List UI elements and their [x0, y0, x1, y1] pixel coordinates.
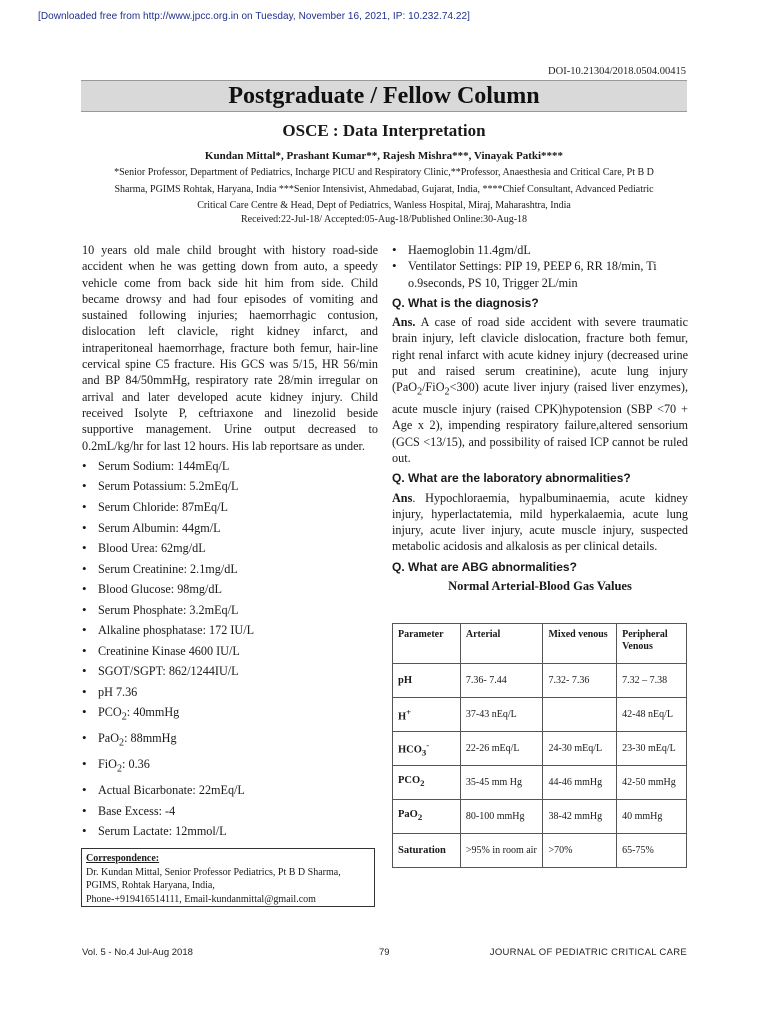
table-cell: 80-100 mmHg — [460, 800, 543, 834]
lab-item: • Serum Lactate: 12mmol/L — [82, 821, 378, 842]
answer-lab-abnormalities: Ans. Hypochloraemia, hypalbuminaemia, acute kidney injury, hyperlactatemia, mild hyperkalaemia, acute lung injury, acute liver injury, acute muscle injury, suspected metabolic acidosis and alkalosis as per clinical details. — [392, 490, 688, 554]
table-cell: Saturation — [393, 834, 461, 868]
table-cell: 44-46 mmHg — [543, 766, 617, 800]
lab-item: • Serum Creatinine: 2.1mg/dL — [82, 559, 378, 580]
case-description: 10 years old male child brought with history road-side accident when he was getting down from auto, a speedy vehicle come from back side hit him from side. Child became drowsy and had four episodes of vomiting and sustained following injuries; haemorrhagic contusion, dislocation left clavicle, right kidney infarct, and intraperitoneal haemorrhage, fracture both femur, hair-line cervical spine C5 fracture. His GCS was 5/15, HR 56/min and BP 84/50mmHg, respiratory rate 28/min irregular on arrival and later developed acute kidney injury. Child received Isolyte P, ceftriaxone and linezolid beside supportive management. Urine output decreased to 0.2mL/kg/hr for last 12 hours. His lab reportsare as under. — [82, 243, 378, 453]
footer-page-number: 79 — [379, 947, 390, 958]
lab-results-continued — [392, 242, 688, 291]
table-cell: 7.36- 7.44 — [460, 664, 543, 698]
lab-item: • Alkaline phosphatase: 172 IU/L — [82, 620, 378, 641]
table-cell: 65-75% — [617, 834, 687, 868]
question-lab-abnormalities: Q. What are the laboratory abnormalities? — [392, 471, 631, 486]
lab-item: • Ventilator Settings: PIP 19, PEEP 6, RR 18/min, Ti o.9seconds, PS 10, Trigger 2L/min — [392, 258, 688, 291]
table-cell: 40 mmHg — [617, 800, 687, 834]
table-row — [393, 834, 687, 868]
table-caption: Normal Arterial-Blood Gas Values — [448, 579, 632, 594]
publication-dates: Received:22-Jul-18/ Accepted:05-Aug-18/Published Online:30-Aug-18 — [240, 214, 528, 225]
lab-item: • Haemoglobin 11.4gm/dL — [392, 242, 688, 258]
table-cell: 42-50 mmHg — [617, 766, 687, 800]
table-header-row — [393, 624, 687, 664]
lab-item: • $PCO_2$: 40mmHg — [82, 702, 378, 728]
lab-item: • SGOT/SGPT: 862/1244IU/L — [82, 661, 378, 682]
table-cell: >95% in room air — [460, 834, 543, 868]
question-diagnosis: Q. What is the diagnosis? — [392, 295, 539, 310]
table-cell: 35-45 mm Hg — [460, 766, 543, 800]
table-row — [393, 732, 687, 766]
lab-item: • Actual Bicarbonate: 22mEq/L — [82, 780, 378, 801]
table-cell: 22-26 mEq/L — [460, 732, 543, 766]
affiliations: *Senior Professor, Department of Pediatrics, Incharge PICU and Respiratory Clinic,**Professor, Anaesthesia and Critical Care, Pt B D Sharma, PGIMS Rohtak, Haryana, India ***Senior Intensivist, Ahmedabad, Gujarat, India, ****Chief Consultant, Advanced Pediatric Critical Care Centre & Head, Dept of Pediatrics, Wanless Hospital, Miraj, Maharashtra, India — [114, 167, 654, 211]
table-cell: 38-42 mmHg — [543, 800, 617, 834]
table-row — [393, 698, 687, 732]
download-notice: [Downloaded free from http://www.jpcc.org.in on Tuesday, November 16, 2021, IP: 10.232.74.22] — [38, 11, 470, 22]
lab-item: • PaO$_2$: 88mmHg — [82, 728, 378, 754]
correspondence-address: Dr. Kundan Mittal, Senior Professor Pediatrics, Pt B D Sharma, PGIMS, Rohtak Haryana, India, — [86, 866, 341, 892]
table-cell: PaO$_2$ — [393, 800, 461, 834]
right-column — [392, 242, 688, 594]
lab-item: • Serum Sodium: 144mEq/L — [82, 456, 378, 477]
lab-item: • Blood Glucose: 98mg/dL — [82, 579, 378, 600]
authors: Kundan Mittal*, Prashant Kumar**, Rajesh Mishra***, Vinayak Patki**** — [204, 150, 564, 162]
table-cell: 23-30 mEq/L — [617, 732, 687, 766]
question-abg: Q. What are ABG abnormalities? — [392, 559, 577, 574]
lab-item: • Serum Potassium: 5.2mEq/L — [82, 476, 378, 497]
table-cell: 24-30 mEq/L — [543, 732, 617, 766]
lab-item: • pH 7.36 — [82, 682, 378, 703]
table-cell: >70% — [543, 834, 617, 868]
correspondence-heading: Correspondence: — [86, 853, 160, 864]
table-row — [393, 664, 687, 698]
table-cell: pH — [393, 664, 461, 698]
table-cell: $HCO_3^-$ — [393, 732, 461, 766]
footer-journal: JOURNAL OF PEDIATRIC CRITICAL CARE — [489, 947, 687, 958]
table-cell: 7.32 – 7.38 — [617, 664, 687, 698]
table-cell: H+ — [393, 698, 461, 732]
table-header: Mixed venous — [543, 624, 617, 664]
table-row — [393, 766, 687, 800]
footer-volume: Vol. 5 - No.4 Jul-Aug 2018 — [82, 947, 193, 958]
lab-item: • Creatinine Kinase 4600 IU/L — [82, 641, 378, 662]
correspondence-contact: Phone-+919416514111, Email-kundanmittal@gmail.com — [86, 893, 316, 905]
doi-label: DOI-10.21304/2018.0504.00415 — [548, 66, 686, 77]
lab-results-list — [82, 456, 378, 842]
table-row — [393, 800, 687, 834]
table-cell: 42-48 nEq/L — [617, 698, 687, 732]
correspondence-box — [81, 848, 375, 907]
table-header: Arterial — [460, 624, 543, 664]
table-cell — [543, 698, 617, 732]
table-cell: 7.32- 7.36 — [543, 664, 617, 698]
left-column — [82, 242, 378, 842]
table-header: Peripheral Venous — [617, 624, 687, 664]
lab-item: • Serum Phosphate: 3.2mEq/L — [82, 600, 378, 621]
lab-item: • Blood Urea: 62mg/dL — [82, 538, 378, 559]
article-title: OSCE : Data Interpretation — [282, 121, 486, 140]
lab-item: • FiO$_2$: 0.36 — [82, 754, 378, 780]
answer-diagnosis: Ans. A case of road side accident with severe traumatic brain injury, left clavicle dislocation, fracture both femur, right renal infarct with acute kidney injury (decreased urine put and raised serum creatinine), acute lung injury (PaO$_2$/FiO$_2$<300) acute liver injury (raised liver enzymes), acute muscle injury (raised CPK)hypotension (SBP <70 + Age x 2), impending respiratory failure,altered sensorium (GCS <13/15), and possibility of raised ICP cannot be ruled out. — [392, 315, 688, 465]
table-cell: $PCO_2$ — [393, 766, 461, 800]
table-header: Parameter — [393, 624, 461, 664]
column-title: Postgraduate / Fellow Column — [81, 80, 687, 112]
abg-values-table — [392, 623, 687, 868]
lab-item: • Serum Chloride: 87mEq/L — [82, 497, 378, 518]
lab-item: • Base Excess: -4 — [82, 801, 378, 822]
table-cell: 37-43 nEq/L — [460, 698, 543, 732]
lab-item: • Serum Albumin: 44gm/L — [82, 518, 378, 539]
